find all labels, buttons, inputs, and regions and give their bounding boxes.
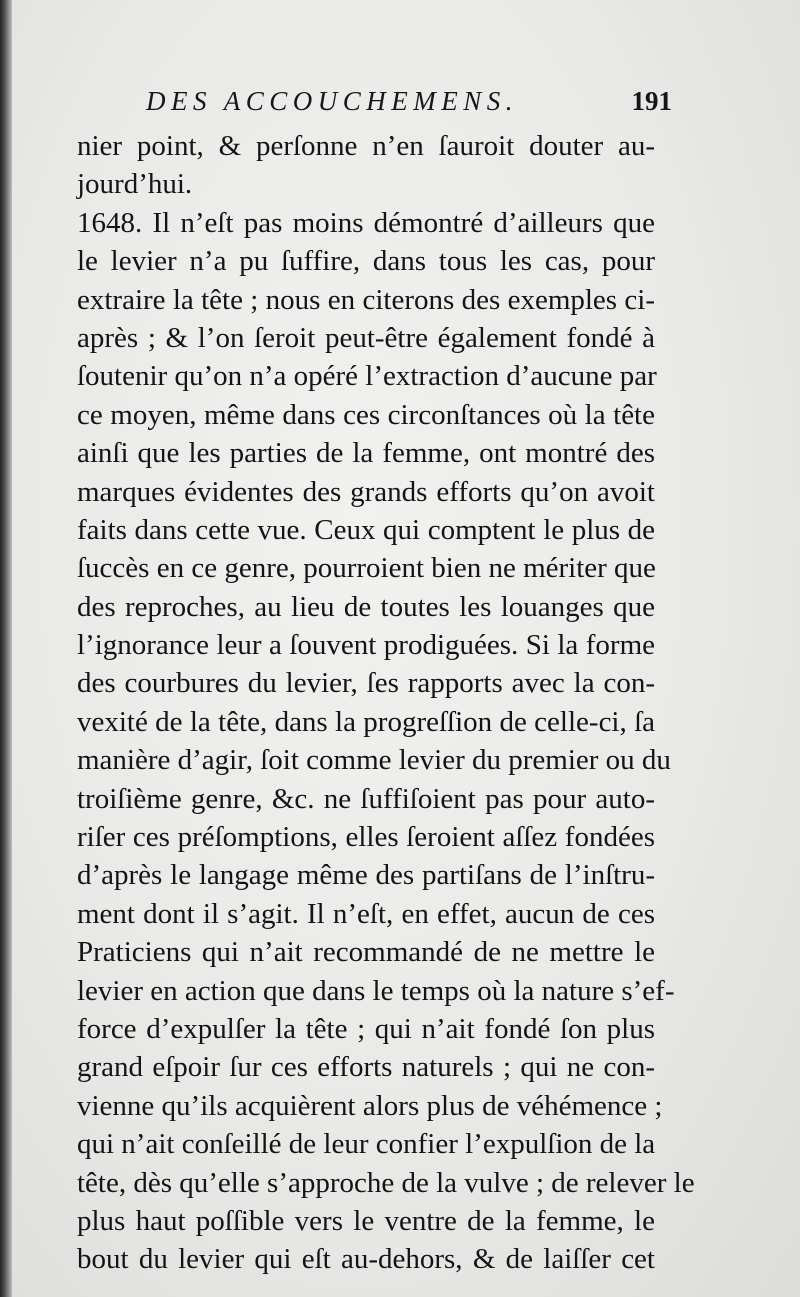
text-line: Praticiens qui n’ait recommandé de ne mettre le: [77, 936, 655, 969]
text-line: nier point, & perſonne n’en ſauroit douter au-: [77, 130, 655, 162]
text-line: des courbures du levier, ſes rapports avec la con-: [77, 667, 655, 700]
body-text: [77, 127, 695, 1279]
text-line: d’après le langage même des partiſans de l’inſtru-: [77, 859, 655, 892]
text-line: riſer ces préſomptions, elles ſeroient aſſez fondées: [77, 821, 655, 854]
text-line: ſoutenir qu’on n’a opéré l’extraction d’aucune par: [77, 360, 657, 393]
text-line: l’ignorance leur a ſouvent prodiguées. Si la forme: [77, 629, 655, 662]
running-head: DES ACCOUCHEMENS.: [146, 86, 519, 116]
text-line: 1648. Il n’eſt pas moins démontré d’ailleurs que: [77, 206, 655, 239]
text-line: ſuccès en ce genre, pourroient bien ne mériter que: [77, 552, 656, 585]
text-line: après ; & l’on ſeroit peut-être également fondé à: [77, 321, 655, 354]
text-line: vexité de la tête, dans la progreſſion de celle-ci, ſa: [77, 705, 655, 738]
text-line: ainſi que les parties de la femme, ont montré des: [77, 437, 655, 470]
text-line: qui n’ait conſeillé de leur confier l’expulſion de la: [77, 1128, 656, 1161]
text-line: ce moyen, même dans ces circonſtances où la tête: [77, 398, 655, 431]
text-line: tête, dès qu’elle s’approche de la vulve ; de relever le: [77, 1166, 695, 1199]
text-line: des reproches, au lieu de toutes les louanges que: [77, 590, 655, 623]
text-line: extraire la tête ; nous en citerons des exemples ci-: [77, 283, 655, 316]
text-line: jourd’hui.: [77, 168, 193, 201]
text-line: force d’expulſer la tête ; qui n’ait fondé ſon plus: [77, 1012, 655, 1045]
text-line: troiſième genre, &c. ne ſuffiſoient pas pour auto-: [77, 782, 655, 815]
page-number: 191: [631, 86, 672, 116]
text-line: manière d’agir, ſoit comme levier du premier ou du: [77, 744, 671, 777]
text-line: plus haut poſſible vers le ventre de la femme, le: [77, 1204, 655, 1237]
text-line: levier en action que dans le temps où la nature s’ef-: [77, 974, 675, 1007]
text-line: grand eſpoir ſur ces efforts naturels ; qui ne con-: [77, 1051, 655, 1084]
text-line: faits dans cette vue. Ceux qui comptent le plus de: [77, 513, 655, 546]
text-line: bout du levier qui eſt au-dehors, & de laiſſer cet: [77, 1243, 655, 1276]
text-line: le levier n’a pu ſuffire, dans tous les cas, pour: [77, 245, 655, 278]
text-line: marques évidentes des grands efforts qu’on avoit: [77, 475, 655, 508]
page-header: [146, 86, 672, 126]
binding-gutter: [0, 0, 12, 1297]
text-line: vienne qu’ils acquièrent alors plus de véhémence ;: [77, 1089, 663, 1122]
text-line: ment dont il s’agit. Il n’eſt, en effet, aucun de ces: [77, 897, 655, 930]
